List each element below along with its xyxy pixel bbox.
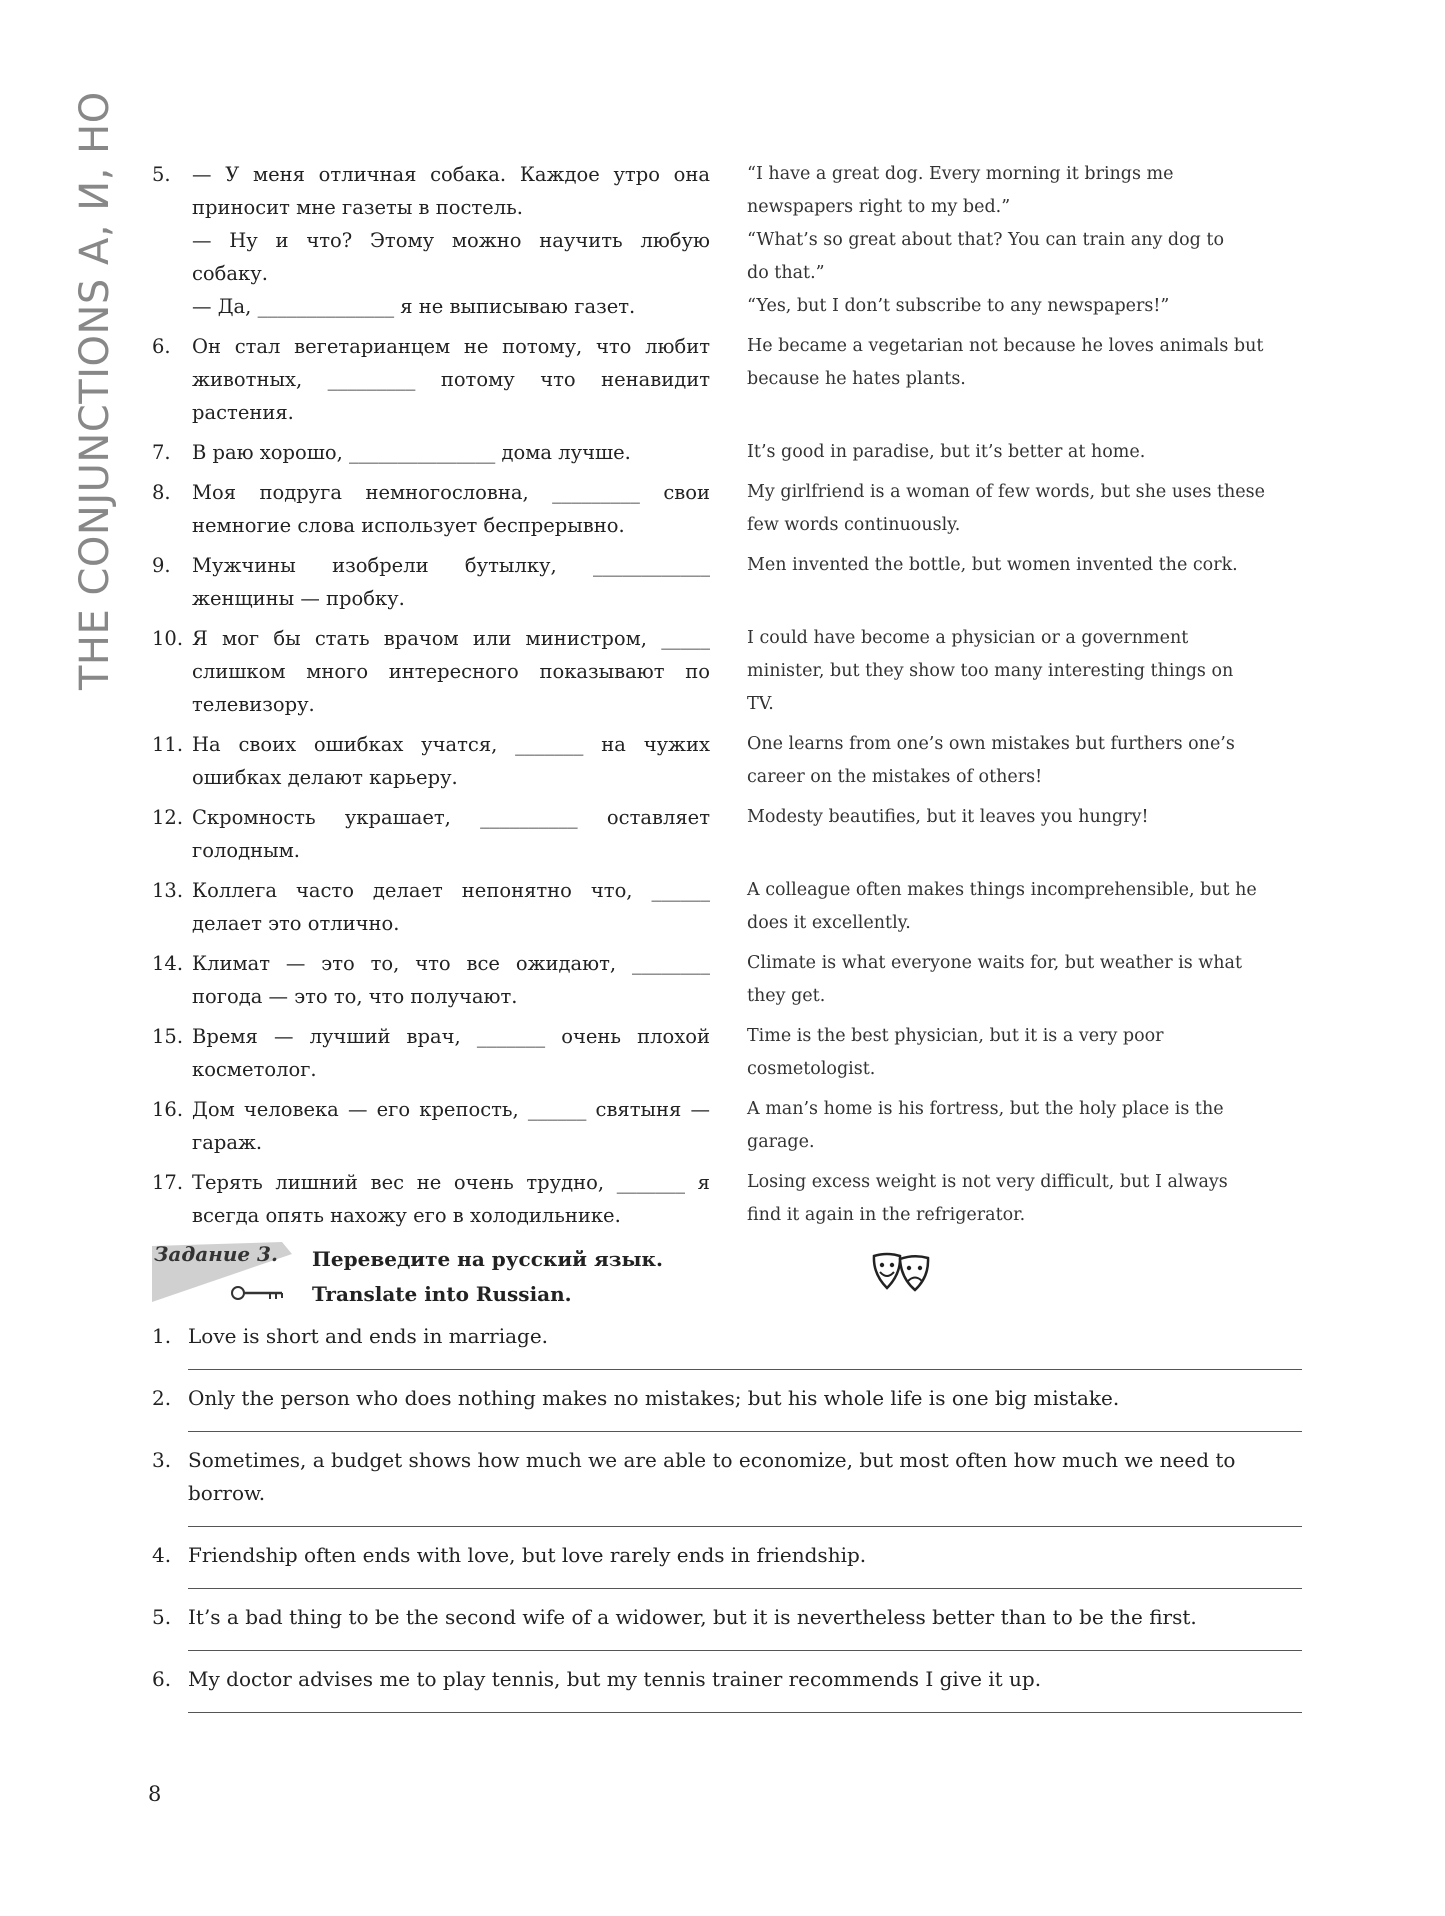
exercise-english-line: Losing excess weight is not very difficult, but I always xyxy=(747,1172,1228,1192)
exercise-row xyxy=(152,1093,1302,1159)
exercise-english-line: Men invented the bottle, but women invented the cork. xyxy=(747,555,1238,575)
translate-item-number: 1. xyxy=(152,1324,172,1348)
exercise-english-line: He became a vegetarian not because he loves animals but xyxy=(747,336,1264,356)
exercise-english-line: I could have become a physician or a government xyxy=(747,628,1189,648)
exercise-english-line: “I have a great dog. Every morning it brings me xyxy=(747,164,1174,184)
exercise-russian-line: Мужчины изобрели бутылку, ____________ женщины — пробку. xyxy=(192,554,710,610)
exercise-russian xyxy=(152,728,710,794)
exercise-english xyxy=(747,728,1302,794)
exercise-english xyxy=(747,1093,1302,1159)
exercise-russian-line: Скромность украшает, __________ оставляет голодным. xyxy=(192,806,710,862)
exercise-english-line: few words continuously. xyxy=(747,515,961,535)
task-header xyxy=(152,1242,1302,1322)
exercise-english-line: find it again in the refrigerator. xyxy=(747,1205,1026,1225)
exercise-row xyxy=(152,1166,1302,1232)
exercise-english-line: My girlfriend is a woman of few words, but she uses these xyxy=(747,482,1266,502)
exercise-russian-line: — Да, ______________ я не выписываю газет. xyxy=(192,295,636,318)
page-number: 8 xyxy=(148,1782,162,1806)
exercise-english-line: “What’s so great about that? You can train any dog to xyxy=(747,230,1225,250)
exercise-row xyxy=(152,947,1302,1013)
exercise-russian xyxy=(152,549,710,615)
exercise-english-line: garage. xyxy=(747,1132,815,1152)
translate-item-text: Love is short and ends in marriage. xyxy=(188,1324,549,1348)
exercise-english-line: they get. xyxy=(747,986,826,1006)
exercise-english xyxy=(747,801,1302,867)
translate-item xyxy=(152,1663,1302,1713)
key-icon xyxy=(230,1282,286,1304)
exercise-english-line: career on the mistakes of others! xyxy=(747,767,1043,787)
exercise-english xyxy=(747,947,1302,1013)
exercise-russian xyxy=(152,1166,710,1232)
exercise-row xyxy=(152,801,1302,867)
exercise-english-line: A man’s home is his fortress, but the holy place is the xyxy=(747,1099,1224,1119)
exercise-russian xyxy=(152,436,710,469)
answer-line[interactable] xyxy=(188,1431,1302,1432)
exercise-russian-line: Коллега часто делает непонятно что, ______ делает это отлично. xyxy=(192,879,710,935)
answer-line[interactable] xyxy=(188,1369,1302,1370)
exercise-russian xyxy=(152,476,710,542)
exercise-russian-line: В раю хорошо, _______________ дома лучше. xyxy=(192,441,631,464)
exercise-row xyxy=(152,549,1302,615)
exercise-russian xyxy=(152,947,710,1013)
translate-item xyxy=(152,1539,1302,1589)
task-instructions xyxy=(312,1242,663,1312)
exercise-number: 12. xyxy=(152,806,184,829)
task-instruction-en: Translate into Russian. xyxy=(312,1282,572,1306)
exercise-english-line: “Yes, but I don’t subscribe to any newspapers!” xyxy=(747,296,1170,316)
exercise-row xyxy=(152,874,1302,940)
exercise-english xyxy=(747,436,1302,469)
exercise-number: 14. xyxy=(152,952,184,975)
translate-item-number: 5. xyxy=(152,1605,172,1629)
exercise-english xyxy=(747,874,1302,940)
translate-item-text: Only the person who does nothing makes no mistakes; but his whole life is one big mistake. xyxy=(188,1386,1120,1410)
exercise-row xyxy=(152,158,1302,323)
exercise-row xyxy=(152,728,1302,794)
exercise-russian xyxy=(152,1020,710,1086)
exercise-number: 7. xyxy=(152,441,171,464)
answer-line[interactable] xyxy=(188,1526,1302,1527)
translate-item-text: It’s a bad thing to be the second wife of a widower, but it is nevertheless better than to be the first. xyxy=(188,1605,1197,1629)
translate-item-number: 6. xyxy=(152,1667,172,1691)
exercise-english-line: TV. xyxy=(747,694,774,714)
exercise-number: 10. xyxy=(152,627,184,650)
exercise-russian-line: Он стал вегетарианцем не потому, что любит животных, _________ потому что ненавидит растения. xyxy=(192,335,710,424)
answer-line[interactable] xyxy=(188,1712,1302,1713)
exercise-row xyxy=(152,476,1302,542)
exercise-russian xyxy=(152,622,710,721)
exercise-number: 17. xyxy=(152,1171,184,1194)
exercise-row xyxy=(152,330,1302,429)
translate-item-number: 2. xyxy=(152,1386,172,1410)
translate-item xyxy=(152,1382,1302,1432)
exercise-number: 6. xyxy=(152,335,171,358)
answer-line[interactable] xyxy=(188,1588,1302,1589)
exercise-english xyxy=(747,1166,1302,1232)
exercise-row xyxy=(152,436,1302,469)
theater-masks-icon xyxy=(870,1250,932,1294)
exercise-russian-line: Климат — это то, что все ожидают, ________ погода — это то, что получают. xyxy=(192,952,710,1008)
exercise-number: 8. xyxy=(152,481,171,504)
exercise-number: 16. xyxy=(152,1098,184,1121)
exercise-english-line: One learns from one’s own mistakes but furthers one’s xyxy=(747,734,1235,754)
translate-item xyxy=(152,1444,1302,1527)
exercise-english xyxy=(747,549,1302,615)
exercise-russian xyxy=(152,330,710,429)
exercise-english-line: newspapers right to my bed.” xyxy=(747,197,1011,217)
exercise-russian-line: Время — лучший врач, _______ очень плохой косметолог. xyxy=(192,1025,710,1081)
side-title: THE CONJUNCTIONS А, И, НО xyxy=(72,91,118,690)
exercise-english-line: cosmetologist. xyxy=(747,1059,876,1079)
exercise-number: 5. xyxy=(152,163,171,186)
exercise-english-line: It’s good in paradise, but it’s better at home. xyxy=(747,442,1146,462)
exercise-russian-line: Терять лишний вес не очень трудно, _______ я всегда опять нахожу его в холодильнике. xyxy=(192,1171,710,1227)
exercise-english-line: minister, but they show too many interesting things on xyxy=(747,661,1234,681)
translate-item-text: Sometimes, a budget shows how much we are able to economize, but most often how much we need to borrow. xyxy=(188,1448,1236,1505)
translate-item-number: 3. xyxy=(152,1448,172,1472)
exercise-russian-line: Я мог бы стать врачом или министром, _____ слишком много интересного показывают по телевизору. xyxy=(192,627,710,716)
exercise-number: 11. xyxy=(152,733,184,756)
exercise-russian-line: Дом человека — его крепость, ______ святыня — гараж. xyxy=(192,1098,710,1154)
exercise-english-line: Climate is what everyone waits for, but weather is what xyxy=(747,953,1243,973)
translate-item xyxy=(152,1601,1302,1651)
exercise-english xyxy=(747,476,1302,542)
exercise-row xyxy=(152,622,1302,721)
exercise-english-line: because he hates plants. xyxy=(747,369,966,389)
exercise-number: 9. xyxy=(152,554,171,577)
exercise-russian-line: — У меня отличная собака. Каждое утро она приносит мне газеты в постель. xyxy=(192,163,710,219)
exercise-russian xyxy=(152,801,710,867)
exercise-english xyxy=(747,1020,1302,1086)
translate-item-text: My doctor advises me to play tennis, but my tennis trainer recommends I give it up. xyxy=(188,1667,1042,1691)
exercise-russian xyxy=(152,874,710,940)
exercise-number: 15. xyxy=(152,1025,184,1048)
task-instruction-ru: Переведите на русский язык. xyxy=(312,1247,663,1271)
exercise-english-line: Time is the best physician, but it is a very poor xyxy=(747,1026,1164,1046)
answer-line[interactable] xyxy=(188,1650,1302,1651)
exercise-row xyxy=(152,1020,1302,1086)
exercise-russian xyxy=(152,158,710,323)
exercise-english-line: does it excellently. xyxy=(747,913,911,933)
exercise-english xyxy=(747,622,1302,721)
task-label: Задание 3. xyxy=(154,1242,278,1266)
translate-item-text: Friendship often ends with love, but love rarely ends in friendship. xyxy=(188,1543,867,1567)
exercise-number: 13. xyxy=(152,879,184,902)
exercise-english-line: A colleague often makes things incomprehensible, but he xyxy=(747,880,1257,900)
exercise-russian xyxy=(152,1093,710,1159)
exercise-russian-line: На своих ошибках учатся, _______ на чужих ошибках делают карьеру. xyxy=(192,733,710,789)
translation-exercise xyxy=(152,1320,1302,1725)
exercise-english-line: do that.” xyxy=(747,263,825,283)
translate-item xyxy=(152,1320,1302,1370)
exercise-table xyxy=(152,158,1302,1239)
exercise-english xyxy=(747,158,1302,323)
exercise-russian-line: — Ну и что? Этому можно научить любую собаку. xyxy=(192,229,710,285)
exercise-russian-line: Моя подруга немногословна, _________ свои немногие слова использует беспрерывно. xyxy=(192,481,710,537)
exercise-english xyxy=(747,330,1302,429)
exercise-english-line: Modesty beautifies, but it leaves you hungry! xyxy=(747,807,1149,827)
translate-item-number: 4. xyxy=(152,1543,172,1567)
